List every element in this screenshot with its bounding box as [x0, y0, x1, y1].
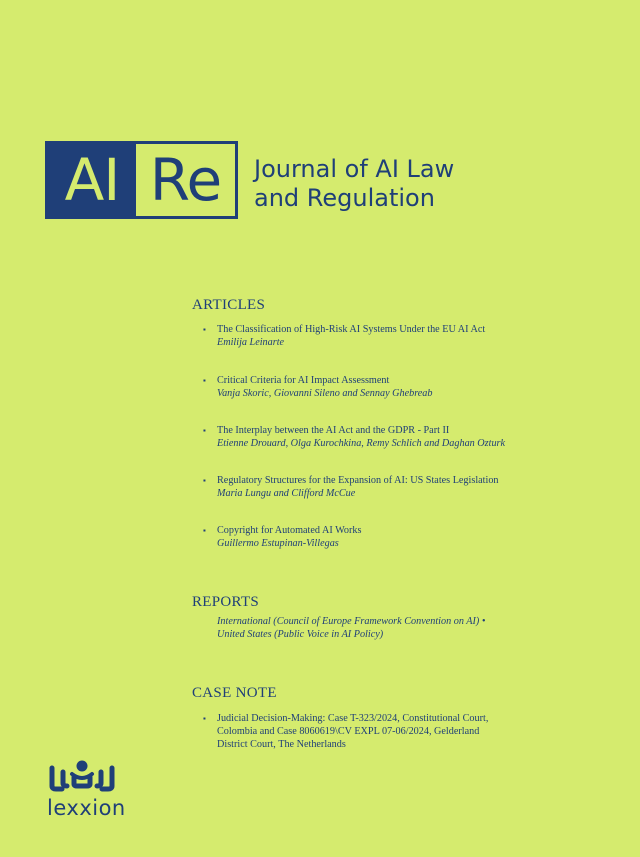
- case-note-line1: Judicial Decision-Making: Case T-323/2024, Constitutional Court,: [217, 713, 489, 724]
- article-authors: Vanja Skoric, Giovanni Sileno and Sennay Ghebreab: [217, 388, 433, 399]
- article-title: Regulatory Structures for the Expansion of AI: US States Legislation: [217, 475, 499, 486]
- article-authors: Etienne Drouard, Olga Kurochkina, Remy Schlich and Daghan Ozturk: [217, 438, 506, 449]
- journal-title: [254, 155, 454, 213]
- logo-ai-block: AI: [48, 144, 136, 216]
- article-authors: Maria Lungu and Clifford McCue: [217, 488, 356, 499]
- lexxion-logo-icon: [44, 758, 134, 794]
- reports-text: [217, 615, 485, 641]
- reports-heading: REPORTS: [192, 594, 260, 610]
- bullet-icon: ▪: [203, 526, 206, 535]
- bullet-icon: ▪: [203, 426, 206, 435]
- journal-title-line1: Journal of AI Law: [254, 155, 455, 183]
- bullet-icon: ▪: [203, 714, 206, 723]
- case-note-item: [203, 712, 533, 751]
- articles-heading: ARTICLES: [192, 297, 266, 313]
- publisher-name: lexxion: [47, 796, 126, 820]
- article-title: Critical Criteria for AI Impact Assessment: [217, 375, 390, 386]
- journal-logo: [45, 141, 238, 219]
- article-title: The Classification of High-Risk AI Systems Under the EU AI Act: [217, 324, 486, 335]
- bullet-icon: ▪: [203, 376, 206, 385]
- article-title: The Interplay between the AI Act and the GDPR - Part II: [217, 425, 450, 436]
- bullet-icon: ▪: [203, 476, 206, 485]
- article-authors: Guillermo Estupinan-Villegas: [217, 538, 339, 549]
- journal-title-line2: and Regulation: [254, 184, 435, 212]
- reports-line2: United States (Public Voice in AI Policy): [217, 629, 384, 640]
- bullet-icon: ▪: [203, 325, 206, 334]
- case-note-heading: CASE NOTE: [192, 685, 277, 701]
- article-item: [203, 424, 543, 450]
- article-authors: Emilija Leinarte: [217, 337, 285, 348]
- reports-line1: International (Council of Europe Framework Convention on AI) •: [217, 616, 486, 627]
- article-item: [203, 374, 543, 400]
- article-item: [203, 524, 543, 550]
- logo-re-block: Re: [149, 146, 222, 214]
- case-note-line2: Colombia and Case 8060619\CV EXPL 07-06/2024, Gelderland: [217, 726, 480, 737]
- article-title: Copyright for Automated AI Works: [217, 525, 362, 536]
- article-item: [203, 474, 543, 500]
- case-note-line3: District Court, The Netherlands: [217, 739, 346, 750]
- article-item: [203, 323, 543, 349]
